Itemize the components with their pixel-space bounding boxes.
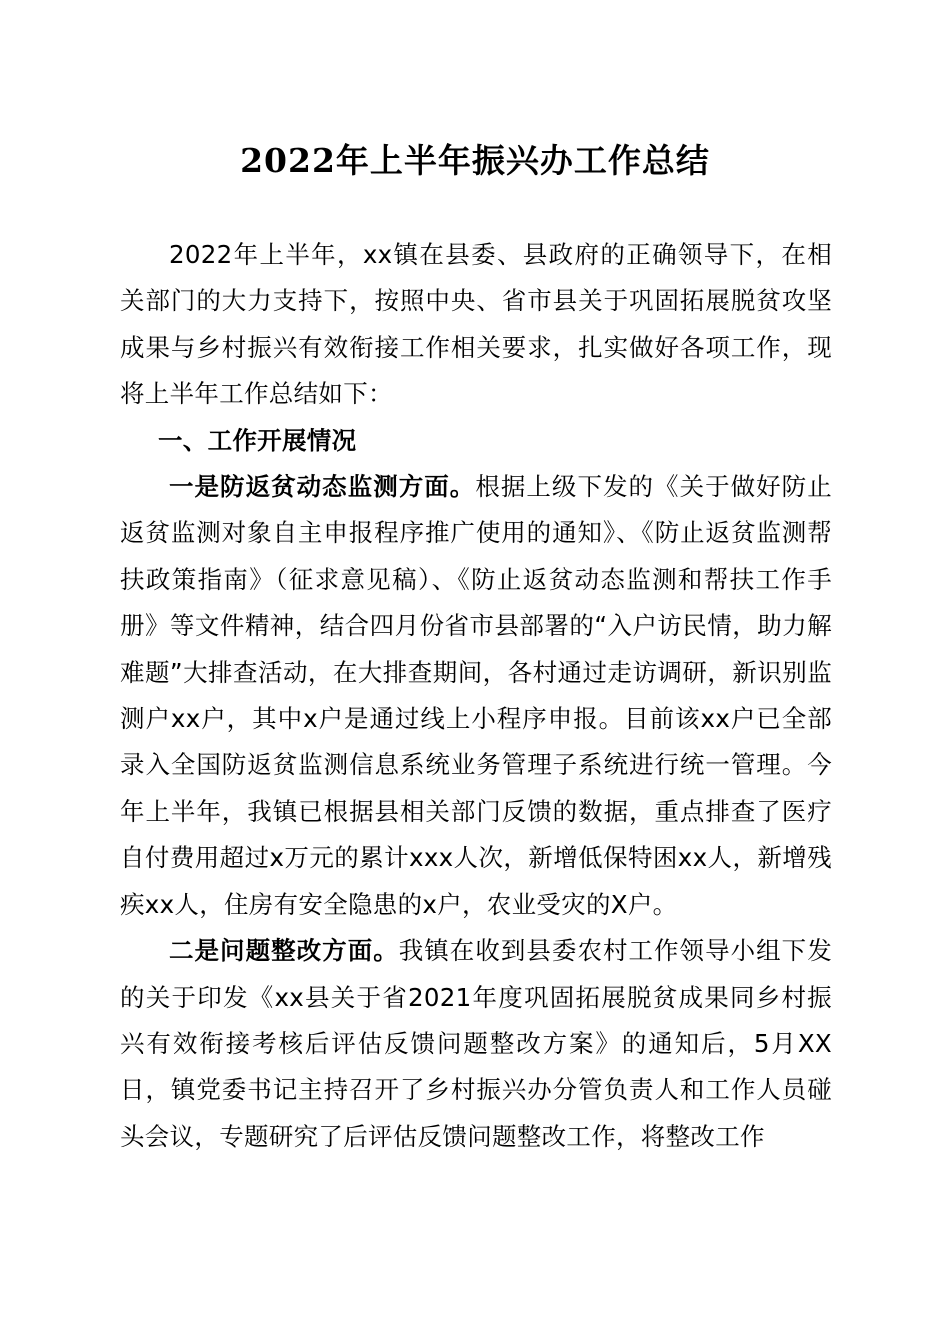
paragraph-lead: 二是问题整改方面。	[169, 936, 399, 966]
paragraph-text: 我镇在收到县委农村工作领导小组下发的关于印发《xx县关于省2021年度巩固拓展脱贫成果同乡村振兴有效衔接考核后评估反馈问题整改方案》的通知后，5月XX日，镇党委书记主持召开了乡村振兴办分管负责人和工作人员碰头会议，专题研究了后评估反馈问题整改工作，将整改工作	[120, 936, 832, 1151]
paragraph-text: 根据上级下发的《关于做好防止返贫监测对象自主申报程序推广使用的通知》、《防止返贫监测帮扶政策指南》（征求意见稿）、《防止返贫动态监测和帮扶工作手册》等文件精神，结合四月份省市县部署的“入户访民情，助力解难题”大排查活动，在大排查期间，各村通过走访调研，新识别监测户xx户，其中x户是通过线上小程序申报。目前该xx户已全部录入全国防返贫监测信息系统业务管理子系统进行统一管理。今年上半年，我镇已根据县相关部门反馈的数据，重点排查了医疗自付费用超过x万元的累计xxx人次，新增低保特困xx人，新增残疾xx人，住房有安全隐患的x户，农业受灾的X户。	[120, 472, 832, 919]
paragraph-lead: 一是防返贫动态监测方面。	[169, 472, 476, 502]
intro-paragraph: 2022年上半年，xx镇在县委、县政府的正确领导下，在相关部门的大力支持下，按照中央、省市县关于巩固拓展脱贫攻坚成果与乡村振兴有效衔接工作相关要求，扎实做好各项工作，现将上半年工作总结如下：	[120, 240, 832, 409]
document-body	[120, 232, 832, 1160]
section-heading: 一、工作开展情况	[157, 425, 357, 455]
paragraph-rectification	[120, 928, 832, 1160]
document-title: 2022年上半年振兴办工作总结	[240, 141, 710, 180]
paragraph-monitoring	[120, 464, 832, 928]
